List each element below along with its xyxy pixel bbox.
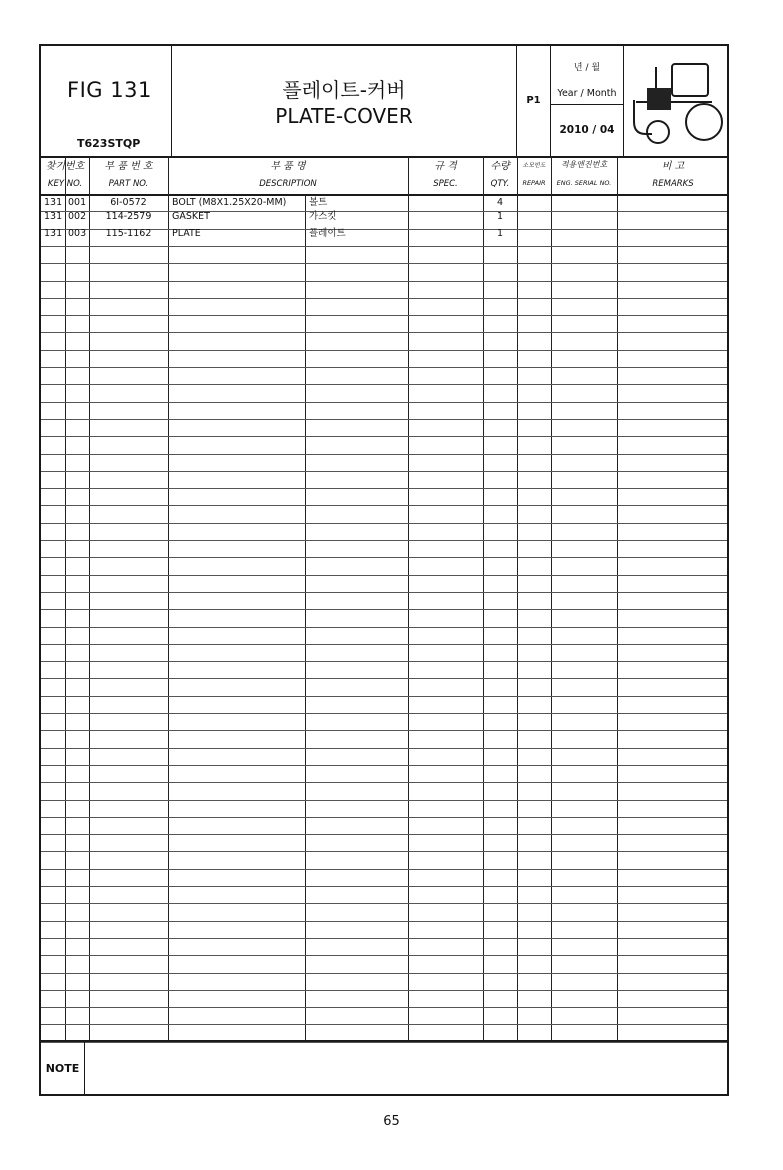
row-rule (41, 869, 727, 870)
quantity: 1 (496, 228, 504, 239)
key-sub-number: 001 (68, 197, 87, 208)
col-qty-ko: 수량 (490, 161, 510, 172)
page-number: 65 (383, 1114, 400, 1129)
row-rule (41, 315, 727, 316)
description-en: PLATE (172, 228, 201, 239)
column-rule (408, 156, 409, 1042)
figure-number: FIG 131 (67, 78, 152, 102)
description-ko: 플레이트 (309, 228, 346, 239)
row-rule (41, 713, 727, 714)
row-rule (41, 505, 727, 506)
year-month-label: Year / Month (557, 88, 617, 99)
col-repair-ko: 소모빈도 (522, 162, 546, 169)
page-label: P1 (526, 95, 541, 106)
col-serial-en: ENG. SERIAL NO. (556, 179, 612, 187)
key-number: 131 (44, 197, 63, 208)
row-rule (41, 817, 727, 818)
row-rule (41, 765, 727, 766)
quantity: 1 (496, 211, 504, 222)
row-rule (41, 540, 727, 541)
col-part-en: PART NO. (108, 179, 149, 189)
row-rule (41, 332, 727, 333)
part-number: 115-1162 (105, 228, 152, 239)
row-rule (41, 748, 727, 749)
row-rule (41, 1024, 727, 1025)
row-rule (41, 557, 727, 558)
row-rule (41, 350, 727, 351)
row-rule (41, 592, 727, 593)
col-desc-en: DESCRIPTION (259, 179, 317, 189)
row-rule (41, 921, 727, 922)
row-rule (41, 938, 727, 939)
row-rule (41, 246, 727, 247)
row-rule (41, 903, 727, 904)
description-ko: 볼트 (309, 197, 328, 208)
column-rule (617, 156, 618, 1042)
title-english: PLATE-COVER (275, 104, 413, 128)
column-rule (168, 156, 169, 1042)
row-rule (41, 627, 727, 628)
row-rule (41, 384, 727, 385)
row-rule (41, 851, 727, 852)
column-rule (65, 156, 66, 1042)
year-month-cell (551, 46, 624, 156)
col-remarks-ko: 비 고 (661, 161, 685, 172)
col-key-en: KEY NO. (47, 179, 83, 189)
row-rule (41, 678, 727, 679)
row-rule (41, 454, 727, 455)
model-code: T623STQP (77, 137, 141, 150)
column-rule (517, 156, 518, 1042)
page-label-cell (517, 46, 551, 156)
description-ko: 가스킷 (309, 211, 337, 222)
row-rule (41, 661, 727, 662)
row-rule (41, 471, 727, 472)
column-rule (551, 156, 552, 1042)
description-en: BOLT (M8X1.25X20-MM) (172, 197, 287, 208)
title-cell (172, 46, 517, 156)
divider (551, 104, 623, 105)
row-rule (41, 955, 727, 956)
note-label: NOTE (41, 1042, 85, 1094)
column-rule (483, 156, 484, 1042)
col-key-ko: 찾기번호 (45, 161, 85, 172)
row-rule (41, 523, 727, 524)
fig-cell (41, 46, 172, 156)
row-rule (41, 834, 727, 835)
row-rule (41, 419, 727, 420)
key-number: 131 (44, 228, 63, 239)
col-spec-ko: 규 격 (434, 161, 457, 172)
row-rule (41, 990, 727, 991)
row-rule (41, 644, 727, 645)
row-rule (41, 402, 727, 403)
row-rule (41, 730, 727, 731)
description-en: GASKET (172, 211, 210, 222)
row-rule (41, 782, 727, 783)
row-rule (41, 488, 727, 489)
column-header-row (41, 156, 727, 196)
row-rule (41, 436, 727, 437)
col-spec-en: SPEC. (433, 179, 458, 189)
key-sub-number: 003 (68, 228, 87, 239)
row-rule (41, 281, 727, 282)
row-rule (41, 298, 727, 299)
year-month-korean: 년 / 월 (573, 63, 601, 73)
row-rule (41, 800, 727, 801)
row-rule (41, 973, 727, 974)
note-area (41, 1040, 727, 1094)
parts-sheet (39, 44, 729, 1096)
column-rule (305, 194, 306, 1042)
row-rule (41, 263, 727, 264)
col-desc-ko: 부 품 명 (270, 161, 306, 172)
row-rule (41, 609, 727, 610)
row-rule (41, 575, 727, 576)
row-rule (41, 696, 727, 697)
col-serial-ko: 적용엔진번호 (560, 160, 608, 169)
title-korean: 플레이트-커버 (282, 78, 406, 102)
column-rule (89, 156, 90, 1042)
quantity: 4 (496, 197, 504, 208)
col-part-ko: 부 품 번 호 (104, 161, 153, 172)
col-qty-en: QTY. (490, 179, 510, 189)
part-number: 6I-0572 (110, 197, 147, 208)
key-number: 131 (44, 211, 63, 222)
thumbnail-cell (624, 46, 729, 156)
row-rule (41, 1007, 727, 1008)
year-month-value: 2010 / 04 (559, 124, 615, 136)
col-remarks-en: REMARKS (652, 179, 694, 189)
row-rule (41, 886, 727, 887)
col-repair-en: REPAIR (522, 179, 546, 187)
tractor-icon (626, 52, 726, 152)
sheet-header (41, 46, 727, 158)
row-rule (41, 367, 727, 368)
key-sub-number: 002 (68, 211, 87, 222)
part-number: 114-2579 (105, 211, 152, 222)
